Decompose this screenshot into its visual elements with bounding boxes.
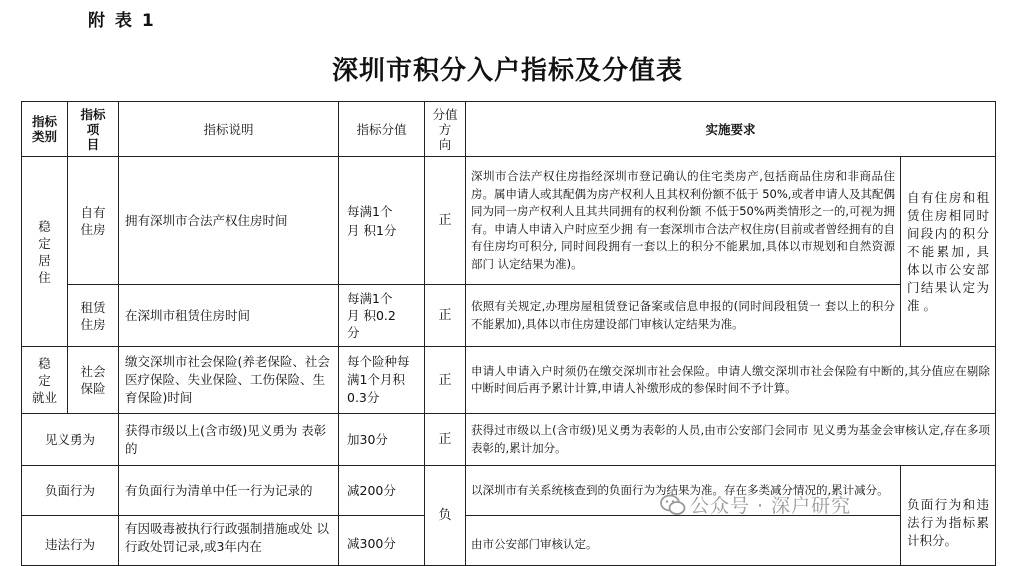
note-negative: 负面行为和违法行为指标累 计积分。 <box>901 466 996 566</box>
score-illegal: 减300分 <box>339 516 425 566</box>
category-stable-employment: 稳 定 就业 <box>22 347 68 414</box>
page-title: 深圳市积分入户指标及分值表 <box>331 56 683 86</box>
table-row <box>22 516 996 566</box>
header-requirement: 实施要求 <box>466 102 996 157</box>
item-rent-house: 租赁 住房 <box>68 285 119 347</box>
header-score: 指标分值 <box>339 102 425 157</box>
score-rent-house: 每满1个 月 积0.2 分 <box>339 285 425 347</box>
note-housing: 自有住房和租赁住房相同时 间段内的积分 不能累加, 具 体以市公安部 门结果认定为准 。 <box>901 157 996 347</box>
requirement-social-insurance: 申请人申请入户时须仍在缴交深圳市社会保险。申请人缴交深圳市社会保险有中断的,其分值应在剔除中断时间后再予累计计算,申请人补缴形成的参保时间不予计算。 <box>466 347 996 414</box>
direction-negative: 负 <box>425 466 466 566</box>
table-row <box>22 347 996 414</box>
direction-own-house: 正 <box>425 157 466 285</box>
requirement-bravery: 获得过市级以上(含市级)见义勇为表彰的人员,由市公安部门会同市 见义勇为基金会审核认定,存在多项表彰的,累计加分。 <box>466 414 996 466</box>
wechat-icon <box>660 494 686 516</box>
desc-social-insurance: 缴交深圳市社会保险(养老保险、社会医疗保险、失业保险、工伤保险、生育保险)时间 <box>119 347 339 414</box>
category-illegal: 违法行为 <box>22 516 119 566</box>
direction-bravery: 正 <box>425 414 466 466</box>
desc-own-house: 拥有深圳市合法产权住房时间 <box>119 157 339 285</box>
requirement-illegal: 由市公安部门审核认定。 <box>466 516 901 566</box>
direction-rent-house: 正 <box>425 285 466 347</box>
direction-social-insurance: 正 <box>425 347 466 414</box>
desc-negative: 有负面行为清单中任一行为记录的 <box>119 466 339 516</box>
score-bravery: 加30分 <box>339 414 425 466</box>
score-negative: 减200分 <box>339 466 425 516</box>
category-stable-residence: 稳 定 居 住 <box>22 157 68 347</box>
header-item: 指标 项 目 <box>68 102 119 157</box>
category-bravery: 见义勇为 <box>22 414 119 466</box>
header-description: 指标说明 <box>119 102 339 157</box>
desc-illegal: 有因吸毒被执行行政强制措施或处 以行政处罚记录,或3年内在 <box>119 516 339 566</box>
item-social-insurance: 社会 保险 <box>68 347 119 414</box>
table-row <box>22 414 996 466</box>
score-social-insurance: 每个险种每满1个月积0.3分 <box>339 347 425 414</box>
score-own-house: 每满1个 月 积1分 <box>339 157 425 285</box>
requirement-own-house: 深圳市合法产权住房指经深圳市登记确认的住宅类房产,包括商品住房和非商品住房。属申请人或其配偶为房产权利人且其权利份额不低于 50%,或者申请人及其配偶同为同一房产权利人且其共同拥有的权利份额 不低于50%两类情形之一的,可视为拥有。申请人申请入户时应至少拥 有一套深圳市合法产权住房(目前或者曾经拥有的自有住房均可积分, 同时间段拥有一套以上的积分不能累加,具体以市规划和自然资源部门 认定结果为准)。 <box>466 157 901 285</box>
header-row <box>22 102 996 157</box>
header-direction: 分值 方 向 <box>425 102 466 157</box>
table-row <box>22 285 996 347</box>
watermark: 公众号 · 深户研究 <box>690 495 852 517</box>
header-category: 指标 类别 <box>22 102 68 157</box>
desc-bravery: 获得市级以上(含市级)见义勇为 表彰的 <box>119 414 339 466</box>
item-own-house: 自有 住房 <box>68 157 119 285</box>
requirement-negative: 以深圳市有关系统核查到的负面行为为结果为准。存在多类减分情况的,累计减分。 <box>466 466 901 516</box>
category-negative: 负面行为 <box>22 466 119 516</box>
annex-label: 附 表 1 <box>88 11 156 31</box>
desc-rent-house: 在深圳市租赁住房时间 <box>119 285 339 347</box>
requirement-rent-house: 依照有关规定,办理房屋租赁登记备案或信息申报的(同时间段租赁一 套以上的积分不能累加),具体以市住房建设部门审核认定结果为准。 <box>466 285 901 347</box>
table-row <box>22 157 996 285</box>
